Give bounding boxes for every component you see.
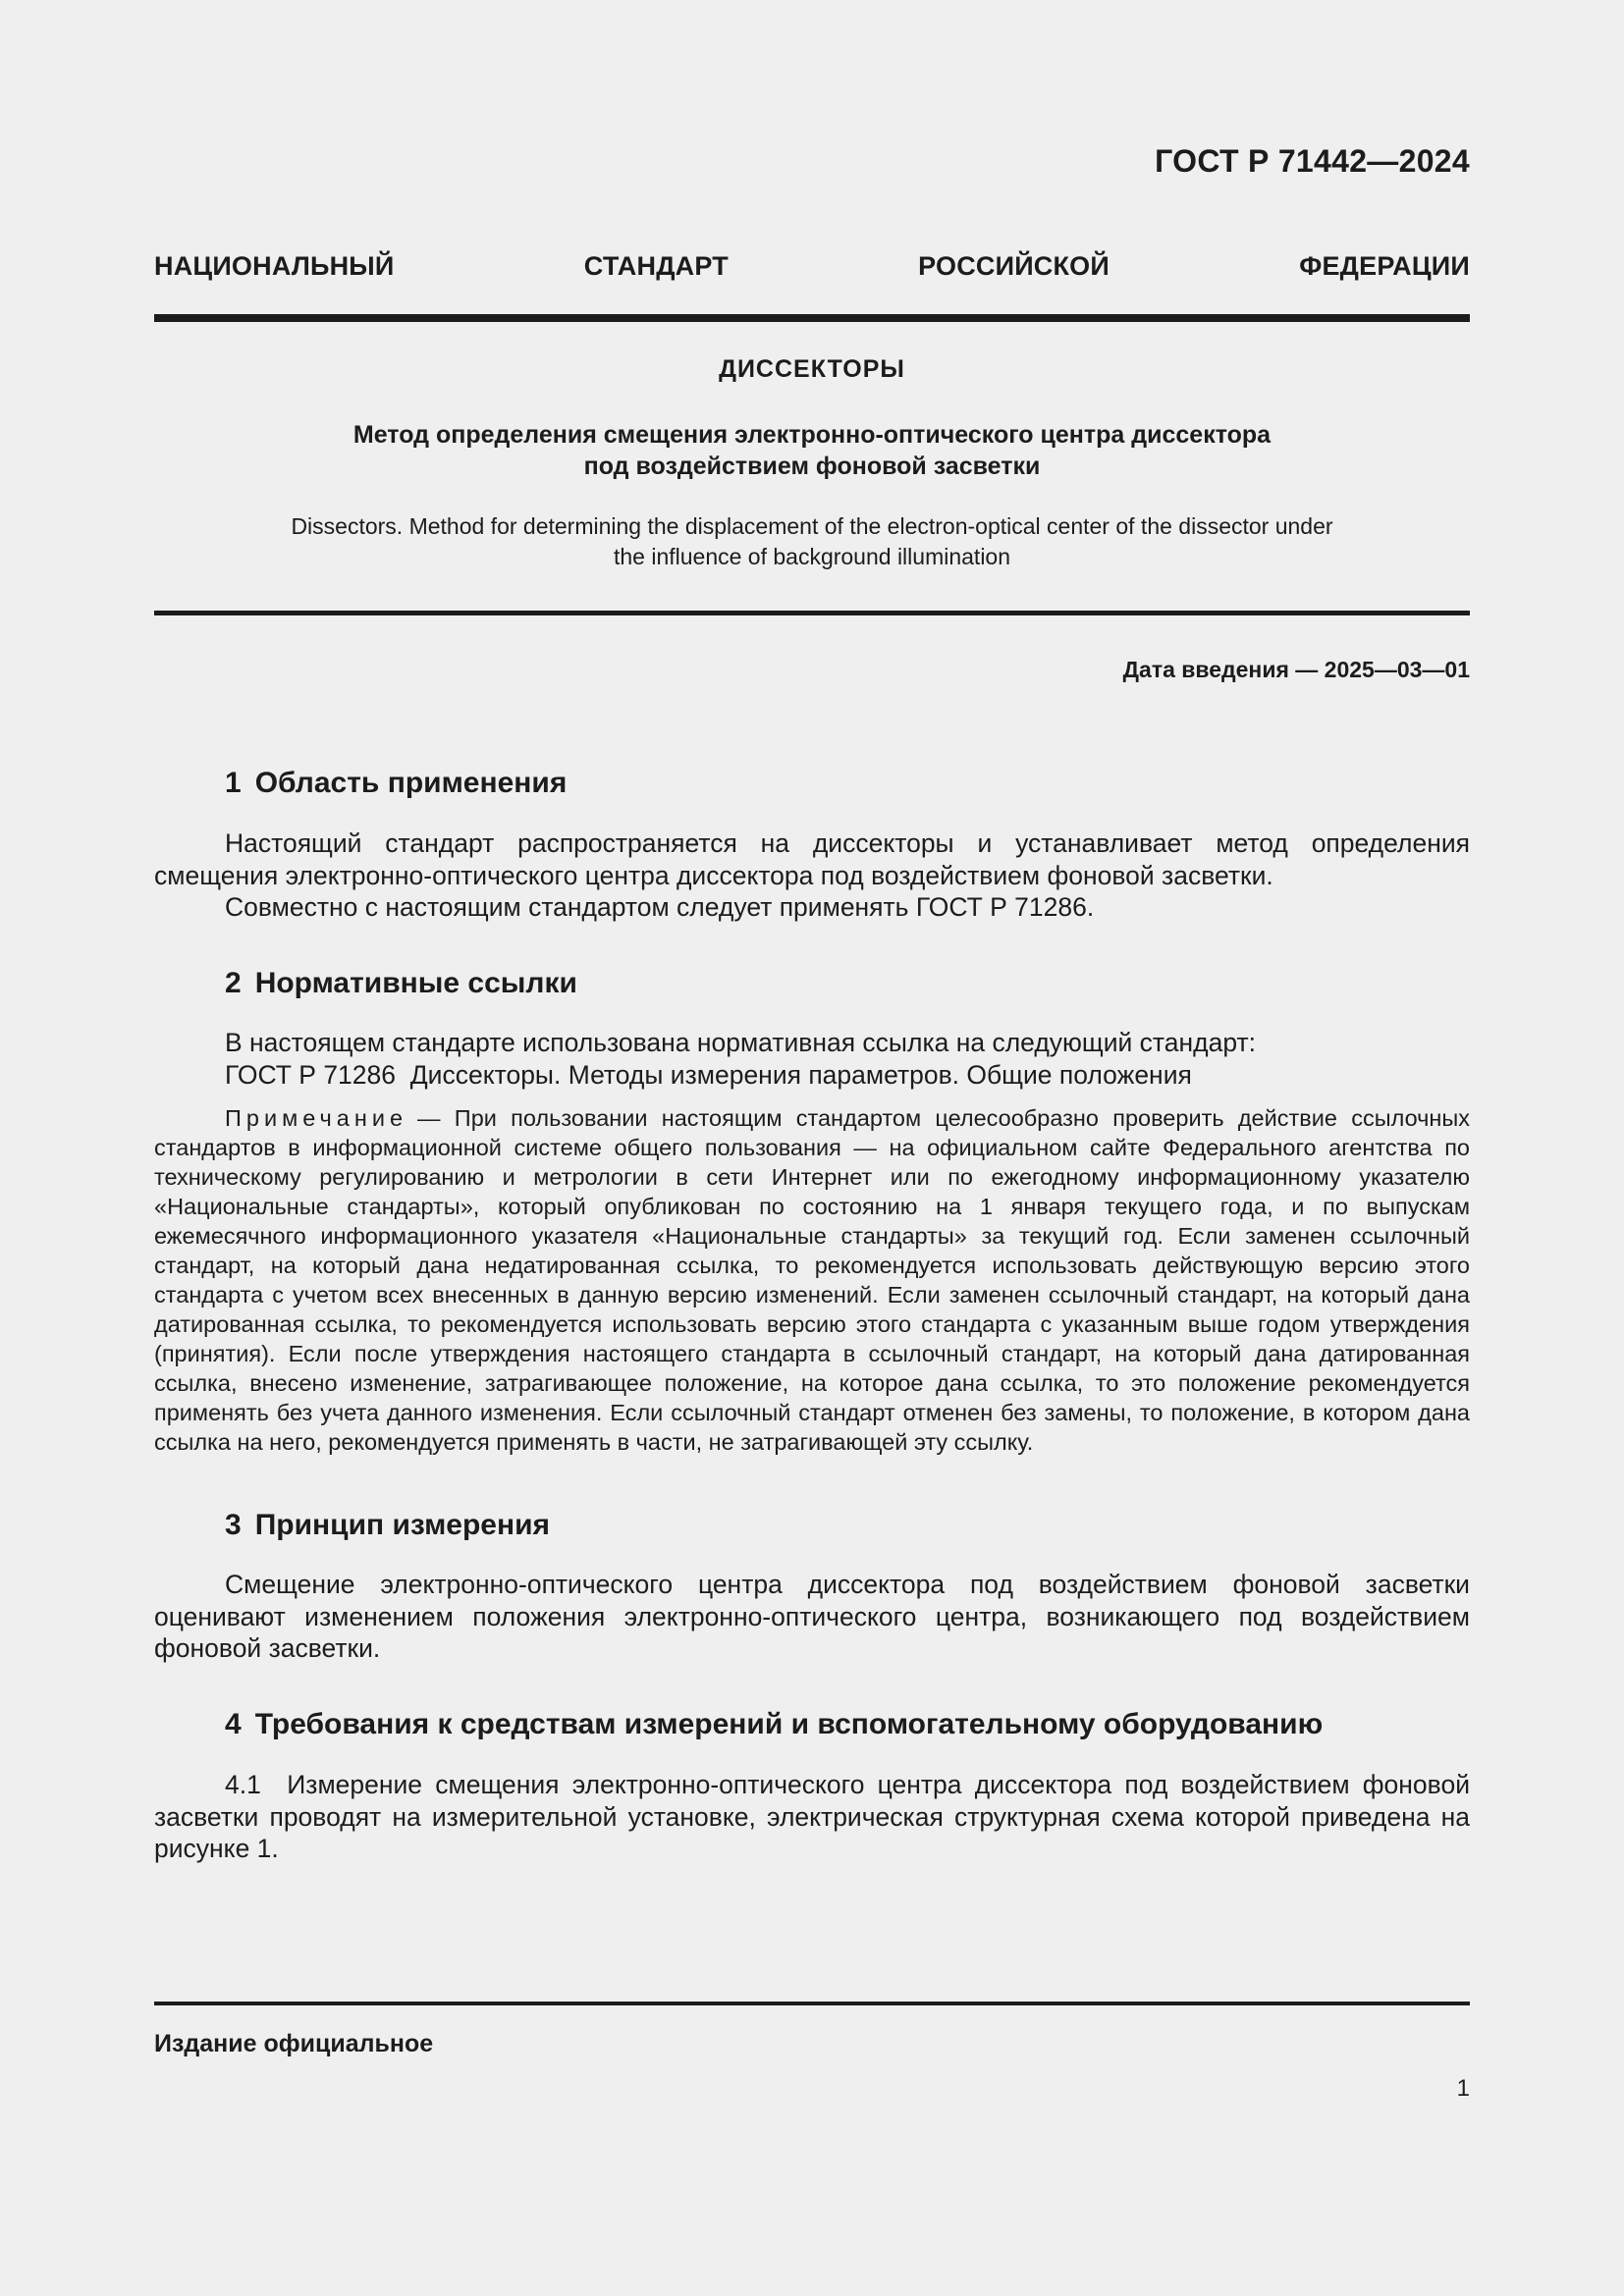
note-text: — При пользовании настоящим стандартом целесообразно проверить действие ссылочных стандартов в информационной системе общего пользования — на официальном сайте Федерального агентства по техническому регулированию и метрологии в сети Интернет или по ежегодному информационному указателю «Национальные стандарты», который опубликован по состоянию на 1 января текущего года, и по выпускам ежемесячного информационного указателя «Национальные стандарты» за текущий год. Если заменен ссылочный стандарт, на который дана недатированная ссылка, то рекомендуется использовать действующую версию этого стандарта с учетом всех внесенных в данную версию изменений. Если заменен ссылочный стандарт, на который дана датированная ссылка, то рекомендуется использовать версию этого стандарта с указанным выше годом утверждения (принятия). Если после утверждения настоящего стандарта в ссылочный стандарт, на который дана датированная ссылка, внесено изменение, затрагивающее положение, на которое дана ссылка, то это положение рекомендуется применять без учета данного изменения. Если ссылочный стандарт отменен без замены, то положение, в котором дана ссылка на него, рекомендуется применять в части, не затрагивающей эту ссылку. [154, 1105, 1470, 1455]
paragraph: В настоящем стандарте использована нормативная ссылка на следующий стандарт: [225, 1028, 1256, 1057]
section-heading [225, 1509, 550, 1542]
section-number: 4 [225, 1708, 242, 1740]
section-heading [225, 767, 567, 800]
section-heading [225, 967, 577, 1000]
section-number: 1 [225, 767, 242, 799]
gost-number: ГОСТ Р 71442—2024 [1155, 143, 1470, 179]
english-title-line: the influence of background illumination [613, 544, 1011, 569]
document-subtitle [154, 419, 1470, 482]
note-label: Примечание [225, 1105, 408, 1131]
document-title: ДИССЕКТОРЫ [719, 355, 905, 383]
note [154, 1103, 1470, 1457]
section-number: 2 [225, 967, 242, 999]
paragraph: 4.1 Измерение смещения электронно-оптического центра диссектора под воздействием фоновой засветки проводят на измерительной установке, электрическая структурная схема которой приведена на рисунке 1. [154, 1770, 1478, 1863]
section-title: Нормативные ссылки [254, 967, 577, 999]
top-rule [154, 314, 1470, 322]
subtitle-line: под воздействием фоновой засветки [583, 453, 1041, 480]
normative-reference: ГОСТ Р 71286 Диссекторы. Методы измерения параметров. Общие положения [225, 1060, 1192, 1090]
section-heading [225, 1708, 1323, 1741]
edition-label: Издание официальное [154, 2030, 434, 2057]
section-title: Требования к средствам измерений и вспомогательному оборудованию [254, 1708, 1324, 1740]
title-rule [154, 611, 1470, 615]
section-number: 3 [225, 1509, 242, 1541]
section-title: Принцип измерения [254, 1509, 551, 1541]
paragraph: Совместно с настоящим стандартом следует применять ГОСТ Р 71286. [225, 892, 1095, 922]
english-title [154, 511, 1470, 572]
section-title: Область применения [254, 767, 568, 799]
subtitle-line: Метод определения смещения электронно-оптического центра диссектора [352, 421, 1272, 449]
intro-date: Дата введения — 2025—03—01 [1122, 657, 1470, 682]
page-number: 1 [1456, 2075, 1470, 2102]
english-title-line: Dissectors. Method for determining the displacement of the electron-optical center of the dissector under [291, 513, 1333, 539]
paragraph: Настоящий стандарт распространяется на диссекторы и устанавливает метод определения смещения электронно-оптического центра диссектора под воздействием фоновой засветки. [154, 828, 1470, 890]
paragraph: Смещение электронно-оптического центра диссектора под воздействием фоновой засветки оценивают изменением положения электронно-оптического центра, возникающего под воздействием фоновой засветки. [154, 1570, 1470, 1663]
footer-rule [154, 2002, 1470, 2005]
national-standard-banner: НАЦИОНАЛЬНЫЙ СТАНДАРТ РОССИЙСКОЙ ФЕДЕРАЦИИ [154, 251, 1470, 281]
